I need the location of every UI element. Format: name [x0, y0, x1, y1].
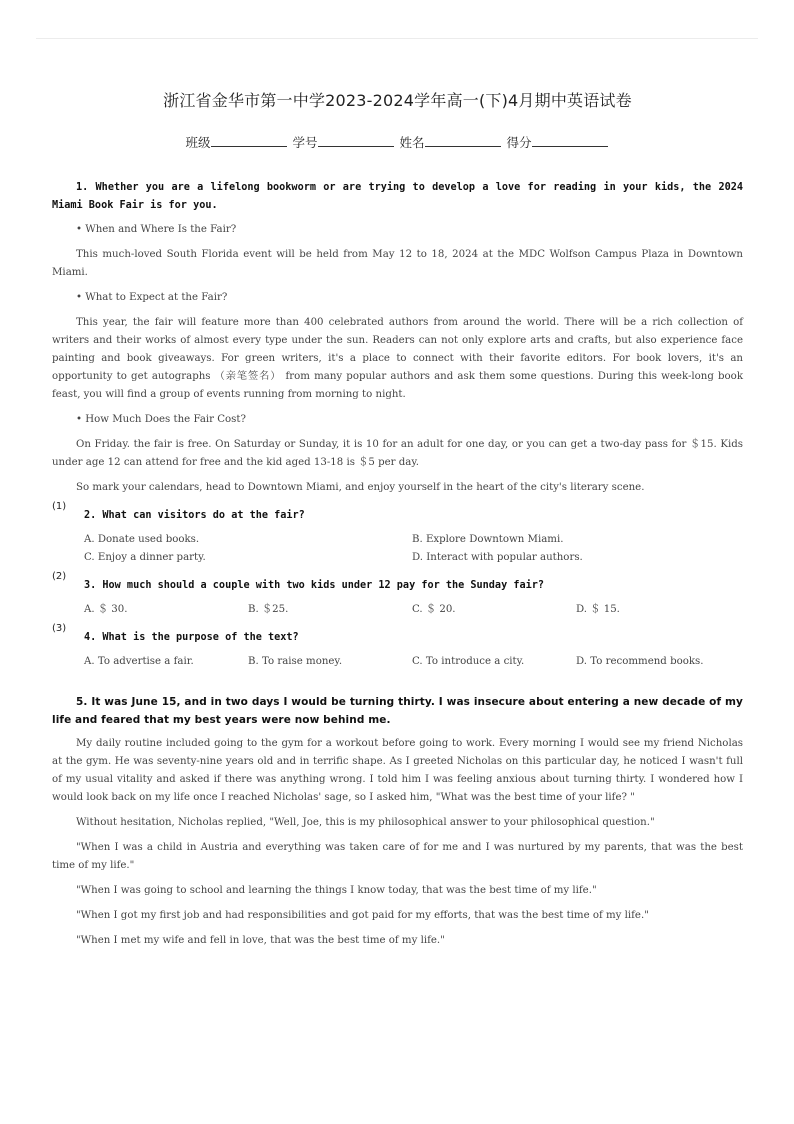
field-score-blank[interactable] — [532, 134, 608, 147]
sub-question-number: (2) — [52, 571, 67, 582]
option-d[interactable]: D. To recommend books. — [576, 656, 704, 667]
exam-page — [52, 88, 743, 957]
option-a[interactable]: A. ＄ 30. — [84, 604, 128, 615]
passage-paragraph: "When I was a child in Austria and everything was taken care of for me and I was nurtured by my parents, that was the best time of my life." — [52, 842, 743, 871]
sub-question-number: (1) — [52, 501, 67, 512]
passage-paragraph: Without hesitation, Nicholas replied, "Well, Joe, this is my philosophical answer to your philosophical question." — [76, 817, 655, 828]
top-divider — [36, 38, 758, 39]
passage-paragraph: • How Much Does the Fair Cost? — [76, 414, 246, 425]
question-5-intro: 5. It was June 15, and in two days I would be turning thirty. I was insecure about entering a new decade of my life and feared that my best years were now behind me. — [52, 696, 743, 726]
passage-paragraph: • When and Where Is the Fair? — [76, 224, 237, 235]
passage-paragraph: "When I was going to school and learning the things I know today, that was the best time of my life." — [76, 885, 597, 896]
page-title: 浙江省金华市第一中学2023-2024学年高一(下)4月期中英语试卷 — [163, 91, 632, 110]
option-d[interactable]: D. ＄ 15. — [576, 604, 620, 615]
option-b[interactable]: B. ＄25. — [248, 604, 289, 615]
sub-question-stem: 3. How much should a couple with two kids under 12 pay for the Sunday fair? — [84, 580, 545, 591]
sub-question-1 — [52, 501, 743, 525]
option-a[interactable]: A. Donate used books. — [84, 534, 200, 545]
options-group-3 — [52, 653, 743, 671]
passage-paragraph: On Friday. the fair is free. On Saturday or Sunday, it is 10 for an adult for one day, or you can get a two-day pass for ＄15. Kids under age 12 can attend for free and the kid aged 13-18 is ＄5 per day. — [52, 439, 743, 468]
question-1-intro: 1. Whether you are a lifelong bookworm or are trying to develop a love for reading in your kids, the 2024 Miami Book Fair is for you. — [52, 182, 743, 211]
passage-paragraph: "When I met my wife and fell in love, that was the best time of my life." — [76, 935, 445, 946]
sub-question-3 — [52, 623, 743, 647]
passage-paragraph: My daily routine included going to the gym for a workout before going to work. Every morning I would see my friend Nicholas at the gym. He was seventy-nine years old and in terrific shape. As I greeted Nicholas on this particular day, he noticed I wasn't full of my usual vitality and asked if there was anything wrong. I told him I was feeling anxious about turning thirty. I wondered how I would look back on my life once I reached Nicholas' sage, so I asked him, "What was the best time of your life? " — [52, 738, 743, 803]
options-group-1 — [52, 531, 743, 567]
section-spacer — [52, 671, 743, 693]
option-c[interactable]: C. To introduce a city. — [412, 656, 525, 667]
passage-paragraph: This year, the fair will feature more than 400 celebrated authors from around the world. There will be a rich collection of writers and their works of almost every type under the sun. Readers can not only explore arts and crafts, but also experience face painting and book giveaways. For green writers, it's a place to connect with their favorite editors. For book lovers, it's an opportunity to get autographs （亲笔签名） from many popular authors and ask them some questions. During this week-long book feast, you will find a group of events running from morning to night. — [52, 317, 743, 400]
option-b[interactable]: B. Explore Downtown Miami. — [412, 534, 564, 545]
passage-paragraph: So mark your calendars, head to Downtown Miami, and enjoy yourself in the heart of the city's literary scene. — [76, 482, 645, 493]
field-number-label: 学号 — [292, 135, 318, 150]
passage-paragraph: • What to Expect at the Fair? — [76, 292, 228, 303]
option-d[interactable]: D. Interact with popular authors. — [412, 552, 583, 563]
sub-question-2 — [52, 571, 743, 595]
student-info-line — [52, 133, 743, 151]
sub-question-stem: 2. What can visitors do at the fair? — [84, 510, 305, 521]
field-class-blank[interactable] — [211, 134, 287, 147]
sub-question-number: (3) — [52, 623, 67, 634]
option-c[interactable]: C. Enjoy a dinner party. — [84, 552, 206, 563]
field-number-blank[interactable] — [318, 134, 394, 147]
option-b[interactable]: B. To raise money. — [248, 656, 343, 667]
field-name-label: 姓名 — [399, 135, 425, 150]
passage-paragraph: This much-loved South Florida event will be held from May 12 to 18, 2024 at the MDC Wolfson Campus Plaza in Downtown Miami. — [52, 249, 743, 278]
field-score-label: 得分 — [506, 135, 532, 150]
passage-paragraph: "When I got my first job and had responsibilities and got paid for my efforts, that was the best time of my life." — [76, 910, 649, 921]
option-a[interactable]: A. To advertise a fair. — [84, 656, 194, 667]
field-name-blank[interactable] — [425, 134, 501, 147]
field-class-label: 班级 — [185, 135, 211, 150]
option-c[interactable]: C. ＄ 20. — [412, 604, 456, 615]
options-group-2 — [52, 601, 743, 619]
sub-question-stem: 4. What is the purpose of the text? — [84, 632, 299, 643]
